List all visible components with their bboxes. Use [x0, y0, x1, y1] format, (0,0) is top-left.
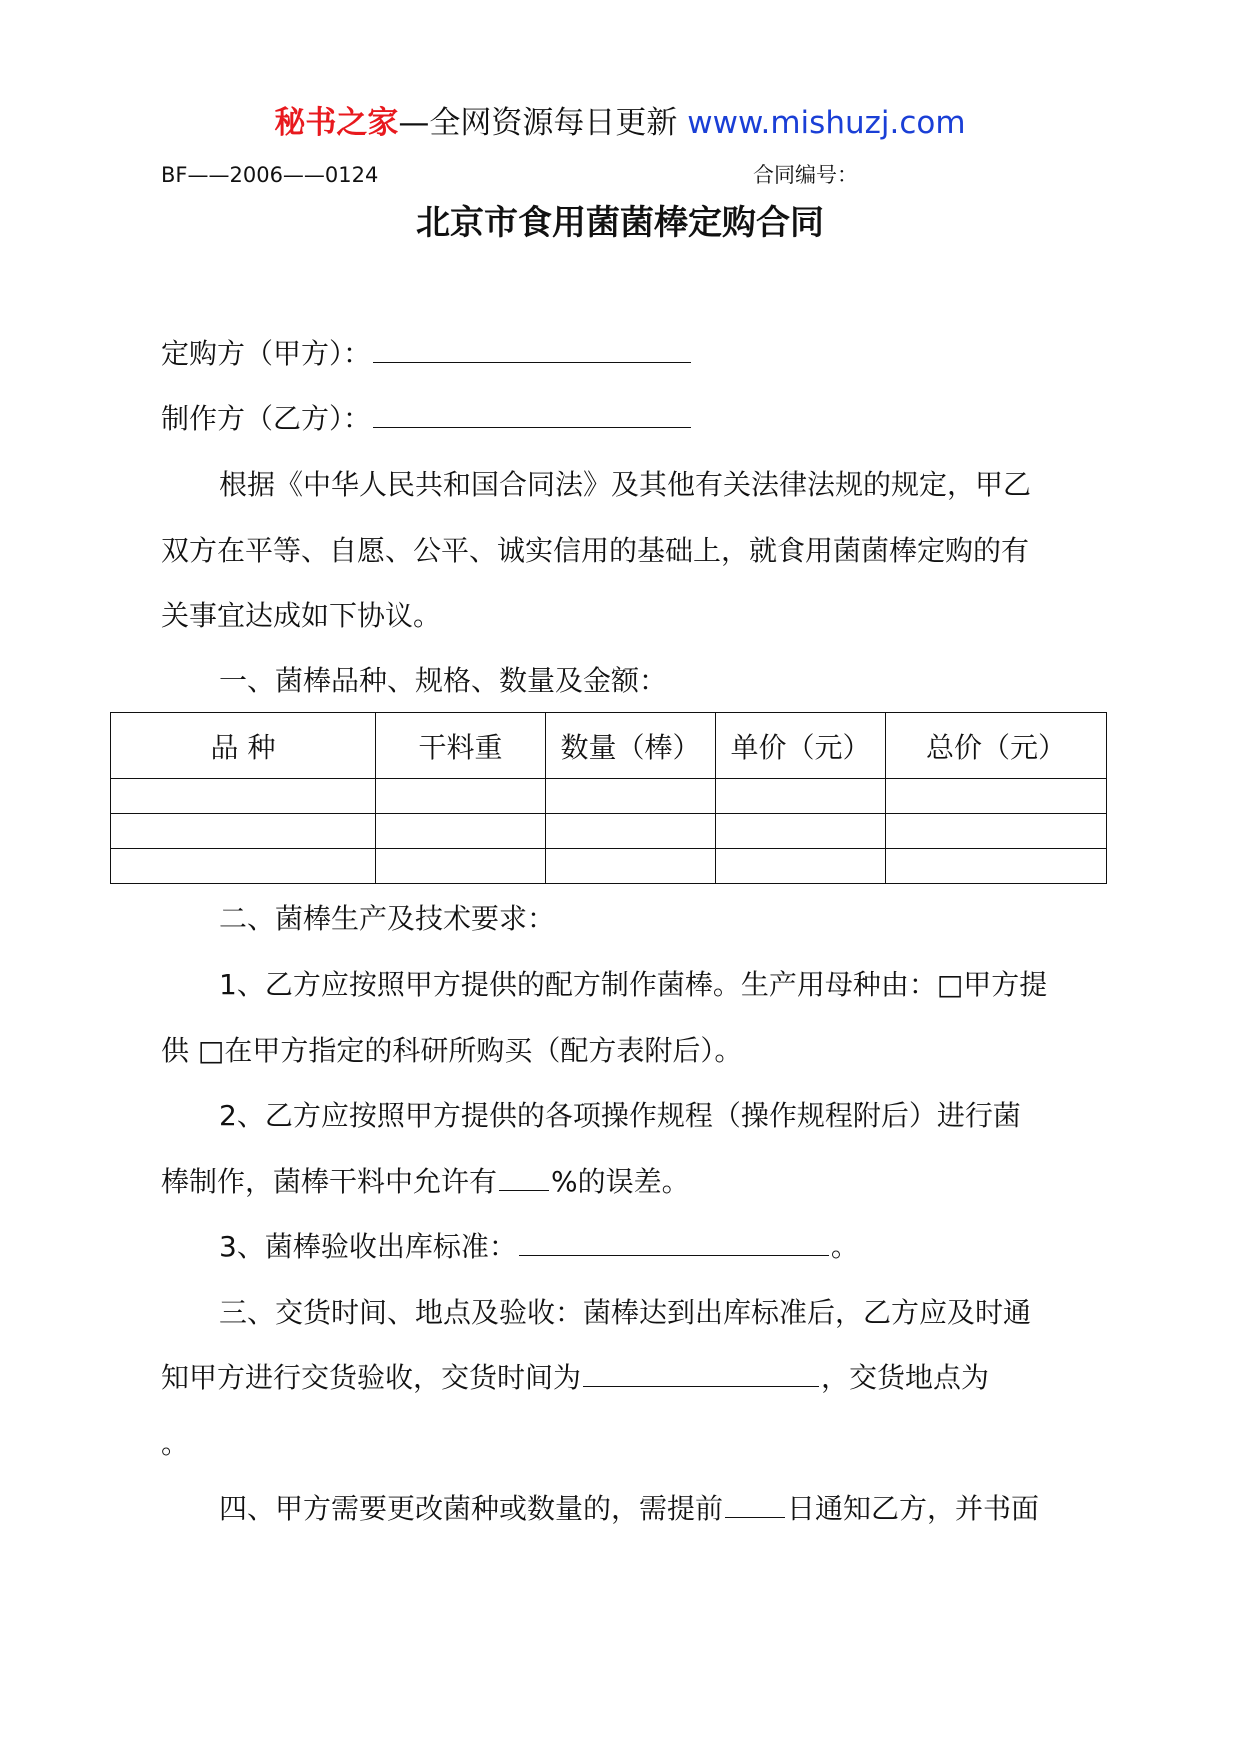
site-banner: [0, 100, 1240, 146]
section-3-line-3: 。: [161, 1427, 190, 1460]
notice-days-blank[interactable]: [725, 1489, 785, 1518]
acceptance-standard-blank[interactable]: [519, 1227, 829, 1256]
table-cell[interactable]: [546, 849, 716, 884]
table-cell[interactable]: [886, 814, 1107, 849]
col-quantity: 数量（棒）: [546, 713, 716, 779]
table-cell[interactable]: [716, 814, 886, 849]
preamble-line-1: 根据《中华人民共和国合同法》及其他有关法律法规的规定，甲乙: [219, 468, 1032, 501]
notice-label: 四、甲方需要更改菌种或数量的，需提前: [219, 1492, 724, 1525]
contract-number-label: 合同编号：: [753, 163, 858, 187]
section-1-heading: 一、菌棒品种、规格、数量及金额：: [219, 664, 668, 697]
table-cell[interactable]: [376, 779, 546, 814]
section-2-item-2-line-1: 2、乙方应按照甲方提供的各项操作规程（操作规程附后）进行菌: [219, 1099, 1021, 1132]
goods-table: [110, 712, 1107, 884]
table-cell[interactable]: [716, 779, 886, 814]
acceptance-standard-label: 3、菌棒验收出库标准：: [219, 1230, 517, 1263]
section-2-item-2-line-2: [161, 1162, 690, 1202]
col-total-price: 总价（元）: [886, 713, 1107, 779]
section-3-line-2: [161, 1358, 989, 1398]
preamble-line-3: 关事宜达成如下协议。: [161, 599, 442, 632]
table-cell[interactable]: [376, 814, 546, 849]
acceptance-standard-end: 。: [830, 1230, 859, 1263]
table-cell[interactable]: [716, 849, 886, 884]
table-cell[interactable]: [886, 849, 1107, 884]
col-variety: 品 种: [111, 713, 376, 779]
table-cell[interactable]: [111, 849, 376, 884]
col-unit-price: 单价（元）: [716, 713, 886, 779]
table-row: [111, 779, 1107, 814]
maker-label: 制作方（乙方）：: [161, 402, 372, 435]
table-cell[interactable]: [546, 814, 716, 849]
section-2-item-1-line-2: 供 □在甲方指定的科研所购买（配方表附后）。: [161, 1034, 743, 1067]
table-cell[interactable]: [111, 779, 376, 814]
banner-url[interactable]: www.mishuzj.com: [687, 105, 966, 141]
tolerance-suffix: %的误差。: [551, 1165, 690, 1198]
section-2-heading: 二、菌棒生产及技术要求：: [219, 902, 556, 935]
maker-blank[interactable]: [373, 399, 691, 428]
col-dry-weight: 干料重: [376, 713, 546, 779]
table-cell[interactable]: [376, 849, 546, 884]
section-2-item-1-line-1: 1、乙方应按照甲方提供的配方制作菌棒。生产用母种由：□甲方提: [219, 968, 1048, 1001]
buyer-blank[interactable]: [373, 334, 691, 363]
banner-slogan: —全网资源每日更新: [398, 105, 678, 141]
tolerance-text: 棒制作，菌棒干料中允许有: [161, 1165, 498, 1198]
delivery-time-label: 知甲方进行交货验收，交货时间为: [161, 1361, 582, 1394]
buyer-label: 定购方（甲方）：: [161, 337, 372, 370]
section-2-item-3: [219, 1227, 859, 1267]
notice-suffix: 日通知乙方，并书面: [787, 1492, 1040, 1525]
table-cell[interactable]: [886, 779, 1107, 814]
contract-title: 北京市食用菌菌棒定购合同: [416, 203, 824, 243]
maker-line: [161, 399, 693, 439]
section-4-line-1: [219, 1489, 1039, 1529]
doc-code: BF——2006——0124: [161, 163, 379, 187]
table-cell[interactable]: [111, 814, 376, 849]
section-3-line-1: 三、交货时间、地点及验收：菌棒达到出库标准后，乙方应及时通: [219, 1296, 1032, 1329]
table-row: [111, 849, 1107, 884]
banner-brand: 秘书之家: [274, 105, 399, 141]
table-cell[interactable]: [546, 779, 716, 814]
buyer-line: [161, 334, 693, 374]
delivery-time-blank[interactable]: [583, 1358, 819, 1387]
table-header-row: [111, 713, 1107, 779]
preamble-line-2: 双方在平等、自愿、公平、诚实信用的基础上，就食用菌菌棒定购的有: [161, 534, 1030, 567]
tolerance-blank[interactable]: [499, 1162, 549, 1191]
delivery-place-label: ，交货地点为: [821, 1361, 990, 1394]
table-row: [111, 814, 1107, 849]
